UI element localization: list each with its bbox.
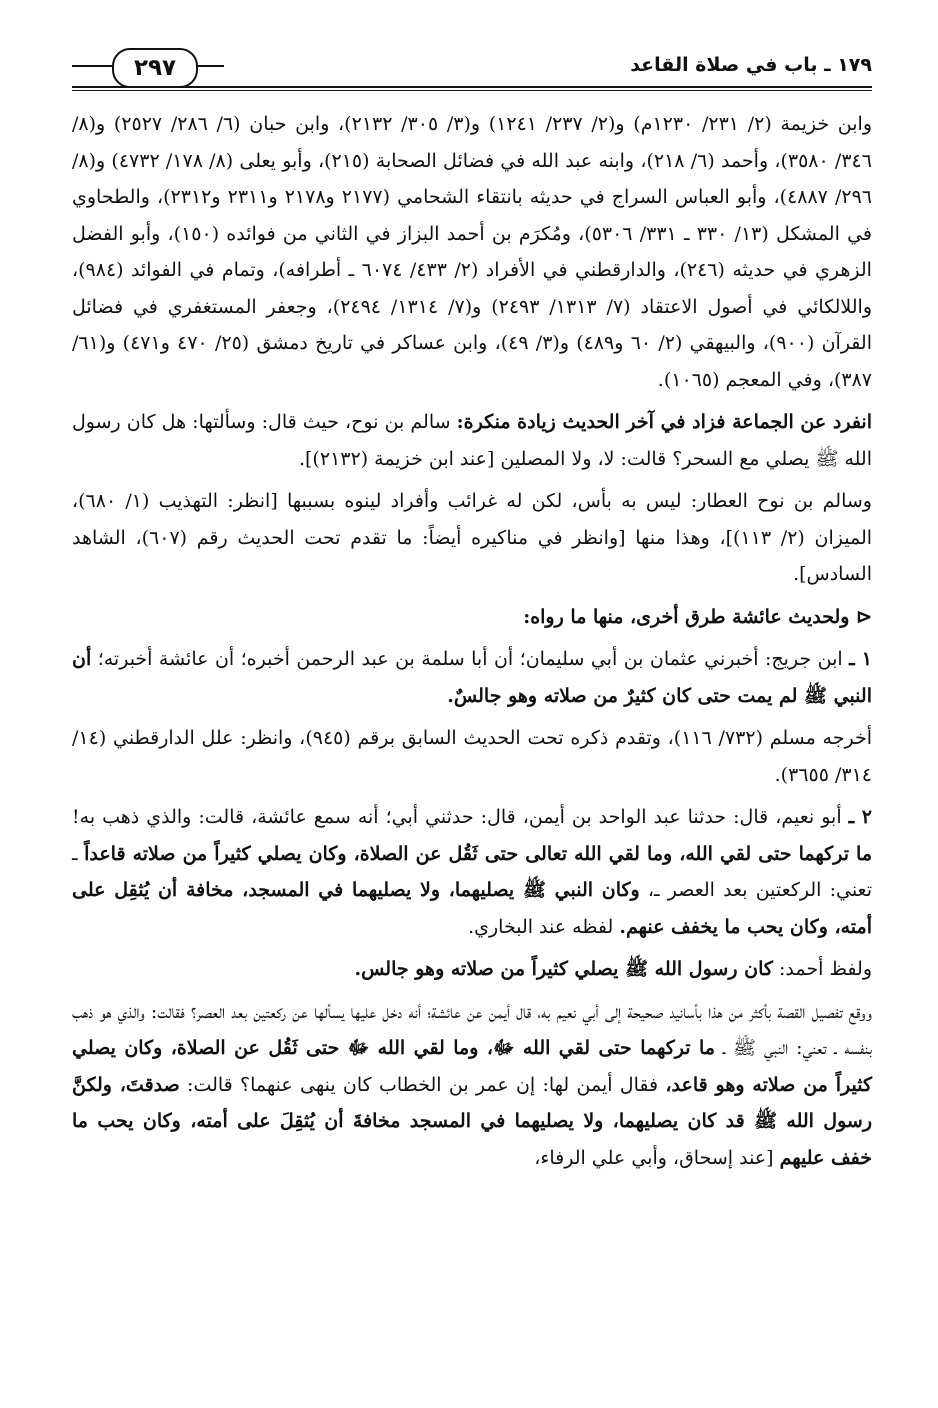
paragraph-salim-note: وسالم بن نوح العطار: ليس به بأس، لكن له غرائب وأفراد لينوه بسببها [انظر: التهذيب (١/ ٦٨٠)، الميزان (٢/ ١١٣)]، وهذا منها [وانظر في مناكيره أيضاً: ما تقدم تحت الحديث رقم (٦٠٧)، الشاهد السادس]. <box>72 490 873 585</box>
page-header <box>72 48 872 94</box>
page-number: ٢٩٧ <box>112 48 198 88</box>
paragraph-detail <box>72 994 872 1177</box>
paragraph-text: لفظه عند البخاري. <box>468 915 620 938</box>
paragraph-route-1 <box>72 641 872 714</box>
paragraph-text: أبو نعيم، قال: حدثنا عبد الواحد بن أيمن، قال: حدثني أبي؛ أنه سمع عائشة، قالت: والذي ذهب به! <box>72 806 849 828</box>
chapter-title: ١٧٩ ـ باب في صلاة القاعد <box>630 54 872 76</box>
paragraph-text: ابن جريج: أخبرني عثمان بن أبي سليمان؛ أن أبا سلمة بن عبد الرحمن أخبره؛ أن عائشة أخبرته؛ <box>91 648 850 670</box>
paragraph-text: فقال أيمن لها: إن عمر بن الخطاب كان ينهى عنهما؟ قالت: <box>179 1073 666 1096</box>
paragraph-salim <box>72 404 872 477</box>
hadith-text: وكان النبي ﷺ يصليهما، ولا يصليهما في المسجد، مخافة أن يُثقِل على أمته، وكان يحب ما يخفف عنهم. <box>72 879 872 938</box>
paragraph-text: ووقع تفصيل القصة بأكثر من هذا بأسانيد صحيحة إلى أبي نعيم به، قال أيمن عن عائشة؛ أنه دخل عليها يسألها عن ركعتين بعد العصر؟ فقالت: والذي هو ذهب بنفسه ـ تعني: النبي ﷺ ـ <box>72 1000 873 1059</box>
paragraph-references: وابن خزيمة (٢/ ٢٣١/ ١٢٣٠م) و(٢/ ٢٣٧/ ١٢٤١) و(٣/ ٣٠٥/ ٢١٣٢)، وابن حبان (٦/ ٢٨٦/ ٢٥٢٧) و(٨/ ٣٤٦/ ٣٥٨٠)، وأحمد (٦/ ٢١٨)، وابنه عبد الله في فضائل الصحابة (٢١٥)، وأبو يعلى (٨/ ١٧٨/ ٤٧٣٢) و(٨/ ٢٩٦/ ٤٨٨٧)، وأبو العباس السراج في حديثه بانتقاء الشحامي (٢١٧٧ و٢١٧٨ و٢٣١١ و٢٣١٢)، والطحاوي في المشكل (١٣/ ٣٣٠ ـ ٣٣١/ ٥٣٠٦)، ومُكرَم بن أحمد البزاز في الثاني من فوائده (١٥٠)، وأبو الفضل الزهري في حديثه (٢٤٦)، والدارقطني في الأفراد (٢/ ٤٣٣/ ٦٠٧٤ ـ أطرافه)، وتمام في الفوائد (٩٨٤)، واللالكائي في أصول الاعتقاد (٧/ ١٣١٣/ ٢٤٩٣) و(٧/ ١٣١٤/ ٢٤٩٤)، وجعفر المستغفري في فضائل القرآن (٩٠٠)، والبيهقي (٢/ ٦٠ و٤٨٩) و(٣/ ٤٩)، وابن عساكر في تاريخ دمشق (٢٥/ ٤٧٠ و٤٧١) و(٦١/ ٣٨٧)، وفي المعجم (١٠٦٥). <box>72 113 873 391</box>
hadith-text: صدقتَ، ولكنَّ رسول الله ﷺ قد كان يصليهما، ولا يصليهما في المسجد مخافةَ أن يُثقِلَ على أمته، وكان يحب ما خفف عليهم <box>72 1073 872 1169</box>
paragraph-ahmad <box>72 951 872 988</box>
header-rule <box>72 86 872 88</box>
item-number: ٢ ـ <box>848 806 872 828</box>
paragraph-route-2 <box>72 799 872 945</box>
bold-heading: انفرد عن الجماعة فزاد في آخر الحديث زيادة منكرة: <box>456 411 872 433</box>
section-heading: ⊲ ولحديث عائشة طرق أخرى، منها ما رواه: <box>523 605 872 628</box>
paragraph-text: سالم بن نوح، حيث قال: وسألتها: هل كان رسول الله ﷺ يصلي مع السحر؟ قالت: لا، ولا المصلين [عند ابن خزيمة (٢١٣٢)]. <box>72 411 872 470</box>
hadith-text: ما تركهما حتى لقي الله ﷻ، وما لقي الله ﷻ حتى ثَقُل عن الصلاة، وكان يصلي كثيراً من صلاته وهو قاعد، <box>72 1037 872 1096</box>
paragraph-text: ـ تعني: الركعتين بعد العصر ـ، <box>72 842 872 901</box>
hadith-text: أن النبي ﷺ لم يمت حتى كان كثيرٌ من صلاته وهو جالسٌ. <box>72 648 872 707</box>
item-number: ١ ـ <box>849 648 872 670</box>
hadith-text: ما تركهما حتى لقي الله، وما لقي الله تعالى حتى ثَقُل عن الصلاة، وكان يصلي كثيراً من صلاته قاعداً <box>84 842 873 865</box>
page <box>72 48 872 1378</box>
hadith-text: كان رسول الله ﷺ يصلي كثيراً من صلاته وهو جالس. <box>354 958 773 980</box>
header-ornament-line <box>72 65 112 67</box>
paragraph-text: ولفظ أحمد: <box>772 958 872 980</box>
header-ornament-line <box>194 65 224 67</box>
page-body <box>72 106 872 1176</box>
header-rule-thin <box>72 90 872 91</box>
paragraph-text: [عند إسحاق، وأبي علي الرفاء، <box>534 1146 780 1169</box>
paragraph-takhrij-1: أخرجه مسلم (٧٣٢/ ١١٦)، وتقدم ذكره تحت الحديث السابق برقم (٩٤٥)، وانظر: علل الدارقطني (١٤/ ٣١٤/ ٣٦٥٥). <box>72 727 872 786</box>
